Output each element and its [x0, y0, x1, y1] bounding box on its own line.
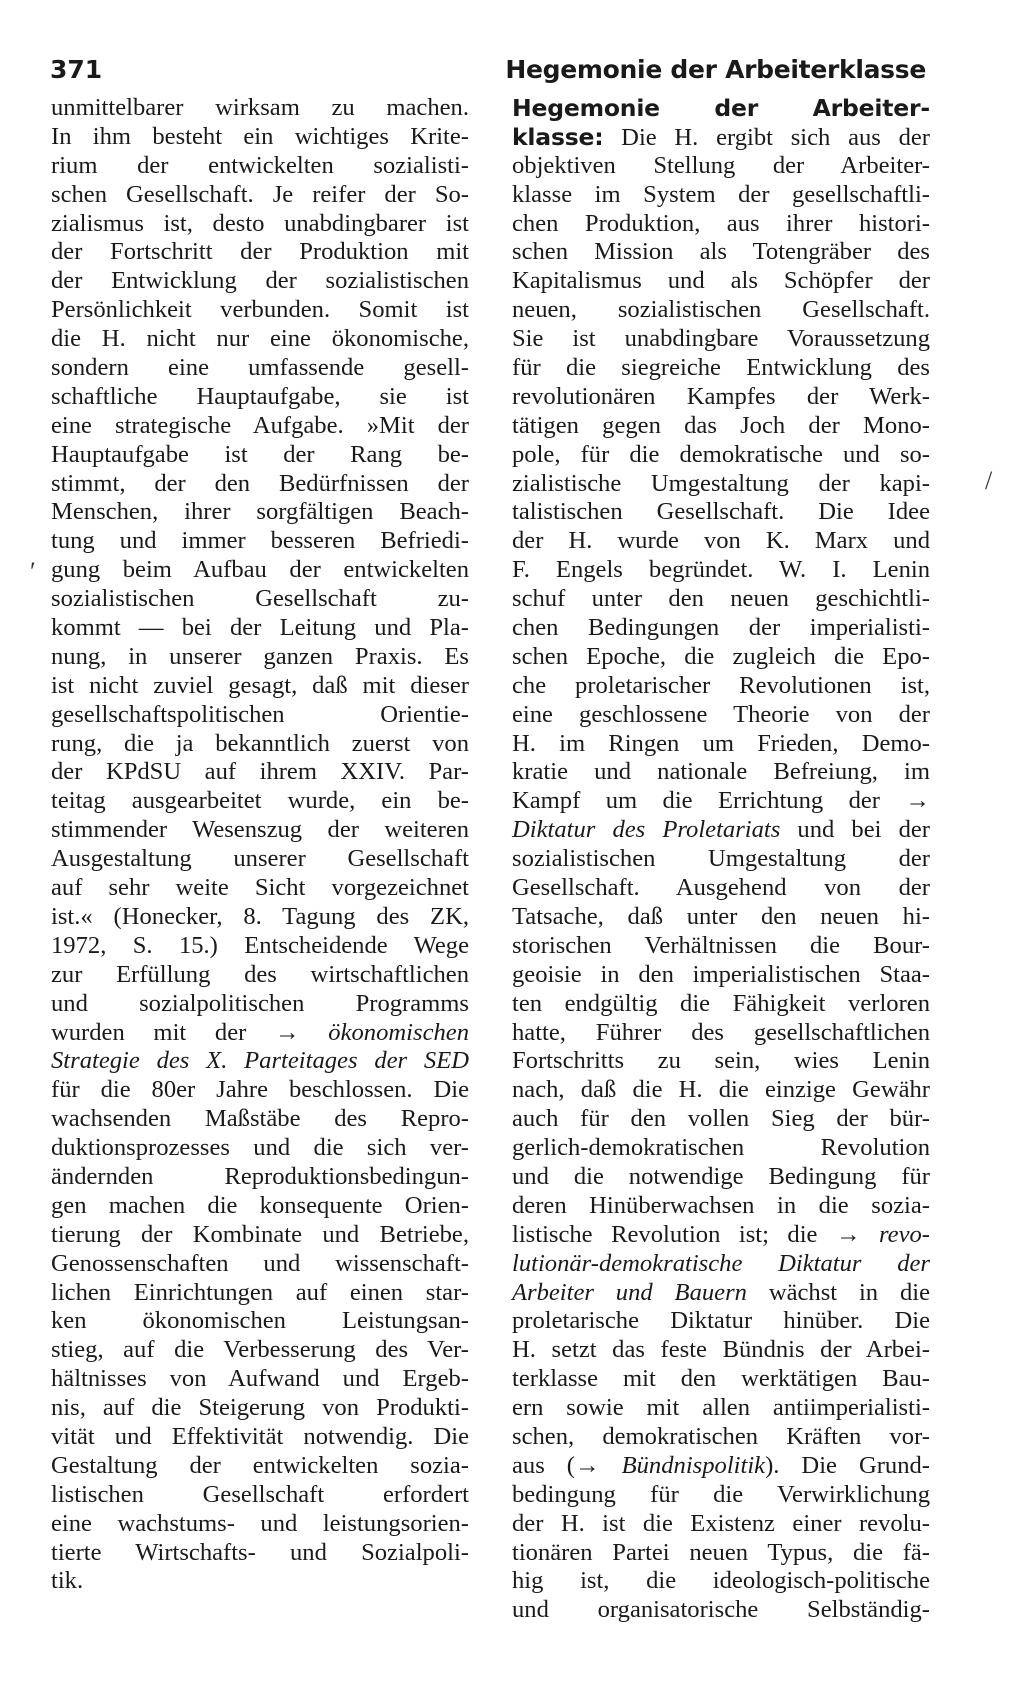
- text-line-with-reference: Diktatur des Proletariats und bei der: [512, 816, 930, 844]
- text-line: kratie und nationale Befreiung, im: [512, 758, 930, 786]
- text-line: sozialistischen Umgestaltung der: [512, 845, 930, 873]
- text-line: kommt — bei der Leitung und Pla-: [51, 614, 469, 642]
- text-line-with-reference: [51, 1047, 469, 1076]
- text-line: stieg, auf die Verbesserung des Ver-: [51, 1336, 469, 1364]
- text-line-with-reference: listische Revolution ist; die → revo-: [512, 1220, 930, 1248]
- cross-reference-arrow: →: [905, 787, 930, 815]
- cross-reference-arrow: →: [835, 1220, 861, 1248]
- text-line: wachsenden Maßstäbe des Repro-: [51, 1105, 469, 1133]
- text-line: der H. ist die Existenz einer revolu-: [512, 1509, 930, 1537]
- text-line: tik.: [51, 1567, 84, 1595]
- text-line: tätigen gegen das Joch der Mono-: [512, 411, 930, 439]
- left-column: [51, 94, 469, 1596]
- text-line: Persönlichkeit verbunden. Somit ist: [51, 296, 469, 324]
- text-line: 1972, S. 15.) Entscheidende Wege: [51, 931, 469, 959]
- text-line: F. Engels begründet. W. I. Lenin: [512, 556, 930, 584]
- entry-headword: Hegemonie der Arbeiter-: [512, 94, 930, 122]
- text-line: Tatsache, daß unter den neuen hi-: [512, 902, 930, 930]
- text-line: duktionsprozesses und die sich ver-: [51, 1134, 469, 1162]
- cross-reference[interactable]: Strategie des X. Parteitages der SED: [51, 1047, 469, 1075]
- entry-headword: klasse:: [512, 122, 604, 151]
- text-line: und organisatorische Selbständig-: [512, 1596, 930, 1624]
- text-line: talistischen Gesellschaft. Die Idee: [512, 498, 930, 526]
- text-line: gung beim Aufbau der entwickelten: [51, 556, 469, 584]
- text-line: unmittelbarer wirksam zu machen.: [51, 94, 469, 121]
- text-line: gen machen die konsequente Orien-: [51, 1191, 469, 1219]
- text-line: sondern eine umfassende gesell-: [51, 354, 469, 382]
- right-column: [512, 94, 930, 1625]
- text-line: revolutionären Kampfes der Werk-: [512, 382, 930, 410]
- cross-reference-arrow: →: [575, 1451, 600, 1479]
- text-line: ten endgültig die Fähigkeit verloren: [512, 989, 930, 1017]
- cross-reference[interactable]: ökonomischen: [328, 1018, 469, 1046]
- text-line: eine wachstums- und leistungsorien-: [51, 1509, 469, 1537]
- text-line: tung und immer besseren Befriedi-: [51, 527, 469, 555]
- text-line: ist.« (Honecker, 8. Tagung des ZK,: [51, 902, 469, 930]
- text-line: ken ökonomischen Leistungsan-: [51, 1307, 469, 1335]
- text-line: Genossenschaften und wissenschaft-: [51, 1249, 469, 1277]
- text-line: In ihm besteht ein wichtiges Krite-: [51, 122, 469, 150]
- text-line: Gestaltung der entwickelten sozia-: [51, 1451, 469, 1479]
- text-line: storischen Verhältnissen die Bour-: [512, 931, 930, 959]
- text-line: stimmt, der den Bedürfnissen der: [51, 469, 469, 497]
- text-line: schen Mission als Totengräber des: [512, 238, 930, 266]
- text-line: neuen, sozialistischen Gesellschaft.: [512, 296, 930, 324]
- text-line: H. setzt das feste Bündnis der Arbei-: [512, 1336, 930, 1364]
- text-line: tionären Partei neuen Typus, die fä-: [512, 1538, 930, 1566]
- text-line: Kapitalismus und als Schöpfer der: [512, 267, 930, 295]
- text-line: Gesellschaft. Ausgehend von der: [512, 874, 930, 902]
- text-line: che proletarischer Revolutionen ist,: [512, 671, 930, 699]
- text-line: deren Hinüberwachsen in die sozia-: [512, 1191, 930, 1219]
- text-line: pole, für die demokratische und so-: [512, 440, 930, 468]
- text-line: gerlich-demokratischen Revolution: [512, 1134, 930, 1162]
- text-line: Ausgestaltung unserer Gesellschaft: [51, 845, 469, 873]
- entry-headword-line: [512, 94, 930, 123]
- text-line: tierte Wirtschafts- und Sozialpoli-: [51, 1538, 469, 1566]
- text-line: auch für den vollen Sieg der bür-: [512, 1105, 930, 1133]
- text-line: rium der entwickelten sozialisti-: [51, 151, 469, 179]
- text-line: chen Bedingungen der imperialisti-: [512, 614, 930, 642]
- text-line: lichen Einrichtungen auf einen star-: [51, 1278, 469, 1306]
- text-line: eine strategische Aufgabe. »Mit der: [51, 411, 469, 439]
- page-header: [50, 52, 926, 88]
- text-line: tierung der Kombinate und Betriebe,: [51, 1220, 469, 1248]
- text-line: hältnisses von Aufwand und Ergeb-: [51, 1365, 469, 1393]
- text-line: schen Epoche, die zugleich die Epo-: [512, 642, 930, 670]
- text-line: auf sehr weite Sicht vorgezeichnet: [51, 874, 469, 902]
- text-line: die H. nicht nur eine ökonomische,: [51, 325, 469, 353]
- text-line: und sozialpolitischen Programms: [51, 989, 469, 1017]
- text-line: proletarische Diktatur hinüber. Die: [512, 1307, 930, 1335]
- text-line: der Entwicklung der sozialistischen: [51, 267, 469, 295]
- text-line: Sie ist unabdingbare Voraussetzung: [512, 325, 930, 353]
- cross-reference[interactable]: lutionär-demokratische Diktatur der: [512, 1249, 930, 1277]
- text-line: für die siegreiche Entwicklung des: [512, 354, 930, 382]
- text-line: objektiven Stellung der Arbeiter-: [512, 151, 930, 179]
- text-line: stimmender Wesenszug der weiteren: [51, 816, 469, 844]
- text-line: eine geschlossene Theorie von der: [512, 700, 930, 728]
- text-line: klasse im System der gesellschaftli-: [512, 180, 930, 208]
- text-line: zialistische Umgestaltung der kapi-: [512, 469, 930, 497]
- cross-reference[interactable]: Arbeiter und Bauern: [512, 1278, 747, 1306]
- text-line: sozialistischen Gesellschaft zu-: [51, 585, 469, 613]
- text-line: und die notwendige Bedingung für: [512, 1162, 930, 1190]
- text-line: zialismus ist, desto unabdingbarer ist: [51, 209, 469, 237]
- text-line: nis, auf die Steigerung von Produkti-: [51, 1394, 469, 1422]
- running-head: Hegemonie der Arbeiterklasse: [505, 55, 926, 84]
- margin-mark: ′: [30, 557, 36, 586]
- text-line: Menschen, ihrer sorgfältigen Beach-: [51, 498, 469, 526]
- text-line-with-reference: wurden mit der → ökonomischen: [51, 1018, 469, 1046]
- text-line: ändernden Reproduktionsbedingun-: [51, 1162, 469, 1190]
- text-line: hig ist, die ideologisch-politische: [512, 1567, 930, 1595]
- text-line: nung, in unserer ganzen Praxis. Es: [51, 642, 469, 670]
- text-line: ern sowie mit allen antiimperialisti-: [512, 1394, 930, 1422]
- text-line: vität und Effektivität notwendig. Die: [51, 1422, 469, 1450]
- text-line: schaftliche Hauptaufgabe, sie ist: [51, 382, 469, 410]
- cross-reference[interactable]: Diktatur des Proletariats: [512, 816, 781, 844]
- text-line: zur Erfüllung des wirtschaftlichen: [51, 960, 469, 988]
- text-line: Hauptaufgabe ist der Rang be-: [51, 440, 469, 468]
- text-line: listischen Gesellschaft erfordert: [51, 1480, 469, 1508]
- text-line: schen, demokratischen Kräften vor-: [512, 1422, 930, 1450]
- text-line: nach, daß die H. die einzige Gewähr: [512, 1076, 930, 1104]
- text-line: bedingung für die Verwirklichung: [512, 1480, 930, 1508]
- text-line: teitag ausgearbeitet wurde, ein be-: [51, 787, 469, 815]
- margin-mark: /: [985, 466, 993, 495]
- text-line: terklasse mit den werktätigen Bau-: [512, 1365, 930, 1393]
- text-line: gesellschaftspolitischen Orientie-: [51, 700, 469, 728]
- cross-reference[interactable]: revo-: [879, 1220, 930, 1248]
- text-line: schuf unter den neuen geschichtli-: [512, 585, 930, 613]
- text-line-with-reference: Kampf um die Errichtung der →: [512, 787, 930, 815]
- cross-reference[interactable]: Bündnispolitik: [621, 1451, 766, 1479]
- text-line: chen Produktion, aus ihrer histori-: [512, 209, 930, 237]
- text-line: für die 80er Jahre beschlossen. Die: [51, 1076, 469, 1104]
- text-line: hatte, Führer des gesellschaftlichen: [512, 1018, 930, 1046]
- text-line: der Fortschritt der Produktion mit: [51, 238, 469, 266]
- entry-headword-line: klasse: Die H. ergibt sich aus der: [512, 122, 930, 151]
- text-line-with-reference: Arbeiter und Bauern wächst in die: [512, 1278, 930, 1306]
- text-line: Fortschritts zu sein, wies Lenin: [512, 1047, 930, 1075]
- text-line-with-reference: aus (→ Bündnispolitik). Die Grund-: [512, 1451, 930, 1479]
- text-line: der KPdSU auf ihrem XXIV. Par-: [51, 758, 469, 786]
- text-line-with-reference: [512, 1250, 930, 1279]
- cross-reference-arrow: →: [275, 1018, 300, 1046]
- text-line: rung, die ja bekanntlich zuerst von: [51, 729, 469, 757]
- page-number: 371: [50, 55, 103, 84]
- text-line: schen Gesellschaft. Je reifer der So-: [51, 180, 469, 208]
- text-line: der H. wurde von K. Marx und: [512, 527, 930, 555]
- text-line: ist nicht zuviel gesagt, daß mit dieser: [51, 671, 469, 699]
- text-line: geoisie in den imperialistischen Staa-: [512, 960, 930, 988]
- text-line: H. im Ringen um Frieden, Demo-: [512, 729, 930, 757]
